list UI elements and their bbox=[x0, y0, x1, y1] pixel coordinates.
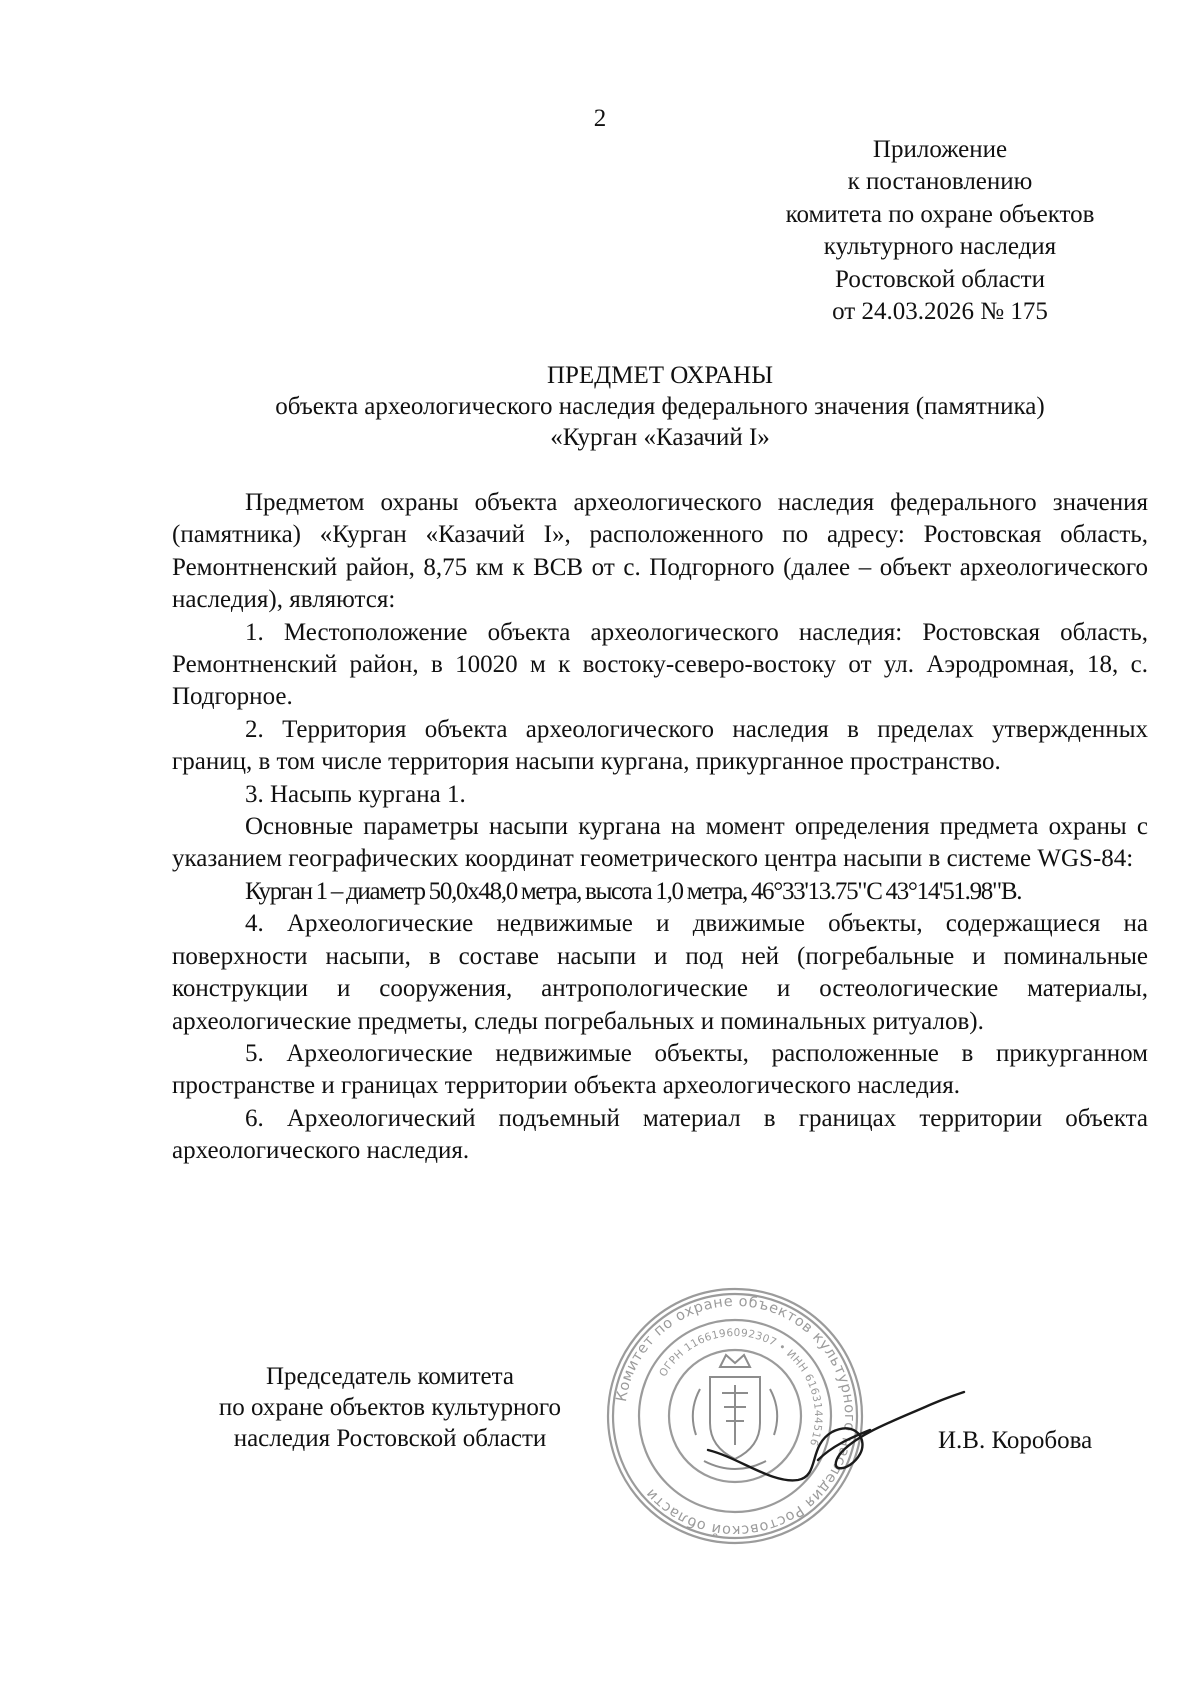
item-archaeological-objects: 4. Археологические недвижимые и движимые объекты, содержащиеся на поверхности насыпи, в составе насыпи и под ней (погребальные и поминальные конструкции и сооружения, антропологические и остеологические материалы, археологические предметы, следы погребальных и поминальных ритуалов). bbox=[172, 910, 1148, 1035]
item-surface-material: 6. Археологический подъемный материал в границах территории объекта археологического наследия. bbox=[172, 1104, 1148, 1165]
appendix-line: к постановлению bbox=[847, 168, 1033, 196]
page-number: 2 bbox=[593, 105, 607, 132]
document-title: ПРЕДМЕТ ОХРАНЫ bbox=[546, 362, 774, 389]
appendix-line: Приложение bbox=[872, 136, 1008, 163]
item-location: 1. Местоположение объекта археологического наследия: Ростовская область, Ремонтненский район, в 10020 м к востоку-северо-востоку от ул. Аэродромная, 18, с. Подгорное. bbox=[172, 618, 1148, 711]
appendix-line: комитета по охране объектов bbox=[785, 200, 1095, 228]
object-name: «Курган «Казачий I» bbox=[550, 424, 770, 451]
appendix-date-number: от 24.03.2026 № 175 bbox=[832, 298, 1048, 326]
document-title-block bbox=[160, 360, 1160, 453]
item-territory: 2. Территория объекта археологического наследия в пределах утвержденных границ, в том числе территория насыпи кургана, прикурганное пространство. bbox=[172, 715, 1148, 776]
appendix-line: Ростовской области bbox=[835, 265, 1045, 293]
document-subtitle: объекта археологического наследия федерального значения (памятника) bbox=[275, 393, 1045, 420]
seal-inner-text: ОГРН 1166196092307 • ИНН 6163144516 bbox=[657, 1326, 825, 1448]
item-mound: 3. Насыпь кургана 1. bbox=[245, 780, 466, 808]
appendix-header bbox=[740, 134, 1140, 328]
signatory-name: И.В. Коробова bbox=[938, 1427, 1093, 1454]
signatory-position bbox=[160, 1361, 620, 1454]
document-body bbox=[172, 487, 1148, 1168]
seal-outer-text: Комитет по охране объектов культурного наследия Ростовской области bbox=[613, 1293, 858, 1539]
handwritten-signature bbox=[700, 1380, 970, 1530]
appendix-line: культурного наследия bbox=[823, 233, 1057, 261]
mound-coordinates: Курган 1 – диаметр 50,0х48,0 метра, высота 1,0 метра, 46°33'13.75"С 43°14'51.98"В. bbox=[245, 877, 1022, 905]
intro-paragraph: Предметом охраны объекта археологического наследия федерального значения (памятника) «Курган «Казачий I», расположенного по адресу: Ростовская область, Ремонтненский район, 8,75 км к ВСВ от с. Подгорного (далее – объект археологического наследия), являются: bbox=[172, 489, 1148, 614]
item-immovable-objects: 5. Археологические недвижимые объекты, расположенные в прикурганном пространстве и границах территории объекта археологического наследия. bbox=[172, 1039, 1148, 1100]
signatory-position-line: наследия Ростовской области bbox=[233, 1425, 547, 1452]
mound-parameters-paragraph: Основные параметры насыпи кургана на момент определения предмета охраны с указанием географических координат геометрического центра насыпи в системе WGS-84: bbox=[172, 813, 1148, 873]
signatory-position-line: по охране объектов культурного bbox=[218, 1394, 562, 1421]
signatory-position-line: Председатель комитета bbox=[266, 1363, 514, 1390]
